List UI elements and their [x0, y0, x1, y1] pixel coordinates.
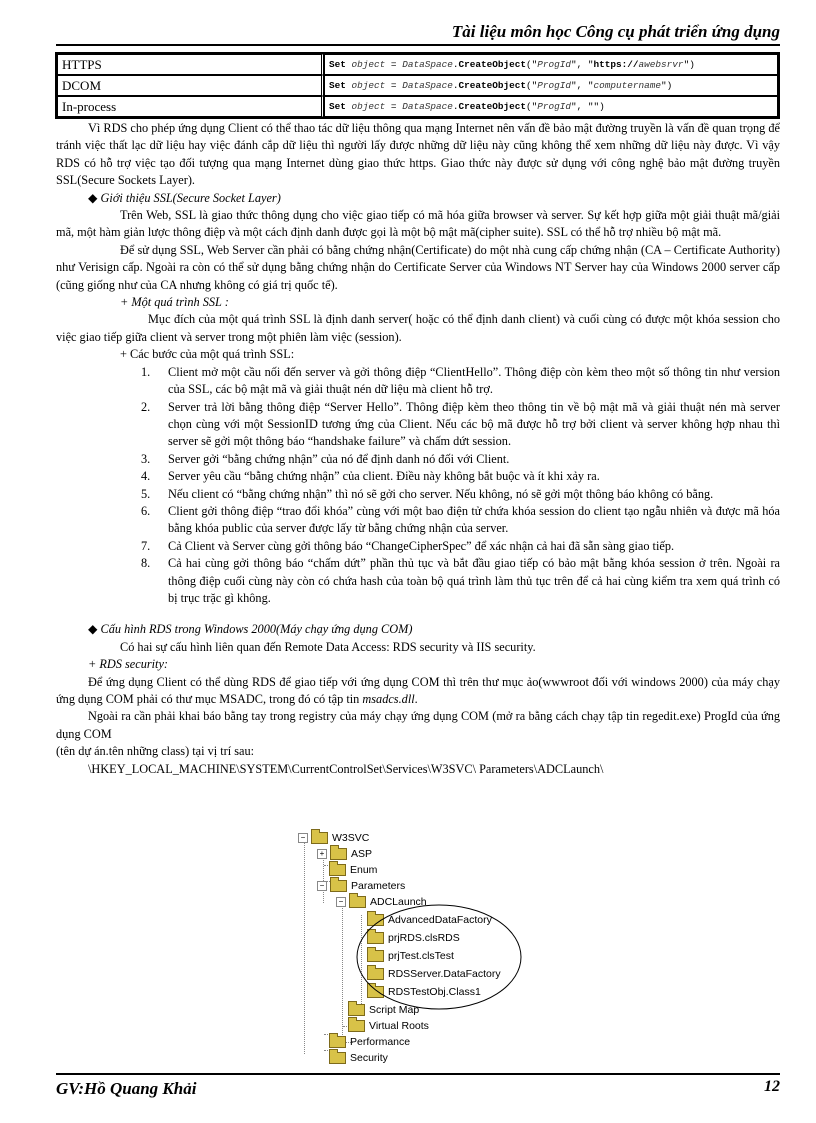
section-heading: ◆ Cấu hình RDS trong Windows 2000(Máy chạy ứng dụng COM): [88, 622, 413, 637]
list-item: 1. Client mở một cầu nối đến server và gởi thông điệp “ClientHello”. Thông điệp còn kèm theo một số thông tin như version của SSL, các bộ mật mã và giải thuật nén dữ liệu mà client hỗ trợ.: [141, 364, 780, 397]
registry-path: \HKEY_LOCAL_MACHINE\SYSTEM\CurrentControlSet\Services\W3SVC\ Parameters\ADCLaunch\: [88, 761, 604, 776]
list-item: 6. Client gởi thông điệp “trao đổi khóa” cùng với một bao điện tử chứa khóa session do client tạo ngẫu nhiên và được mã hóa bằng khóa public của server được lấy từ bằng chứng nhận của server.: [141, 503, 780, 536]
paragraph: Trên Web, SSL là giao thức thông dụng cho việc giao tiếp có mã hóa giữa browser và server. Sự kết hợp giữa một giải thuật mã/giải mã, một hàm giản lược thông điệp và một cách định danh được gọi là một bộ mật mã(cipher suite). SSL có thể hỗ trợ nhiều bộ mật mã.: [56, 208, 780, 240]
tree-node-w3svc[interactable]: − W3SVC: [298, 831, 369, 845]
expand-icon: +: [317, 849, 327, 859]
header-rule: [56, 44, 780, 46]
ssl-steps-list: [56, 364, 780, 608]
table-row: [57, 75, 778, 96]
tree-node-script-map[interactable]: Script Map: [348, 1003, 419, 1017]
paragraph: Mục đích của một quá trình SSL là định danh server( hoặc có thể định danh client) và cuối cùng có được một khóa session cho việc giao tiếp giữa client và server trong một phiên làm việc (session).: [56, 312, 780, 344]
list-item: 2. Server trả lời bằng thông điệp “Server Hello”. Thông điệp kèm theo thông tin về bộ mật mã và giải thuật nén mà server chọn cùng với một SessionID tương ứng của Client. Nếu các bộ mã được hỗ trợ bởi client và server không hợp nhau thì server sẽ gởi một thông báo “handshake failure” và chấm dứt session.: [141, 399, 780, 449]
tree-node-performance[interactable]: Performance: [329, 1035, 410, 1049]
list-item: 3. Server gởi “bằng chứng nhận” của nó để định danh nó đối với Client.: [141, 451, 510, 466]
paragraph: Ngoài ra cần phải khai báo bằng tay trong registry của máy chạy ứng dụng COM (mở ra bằng cách chạy tập tin regedit.exe) ProgId của ứng dụng COM: [56, 709, 780, 741]
tree-node-security[interactable]: Security: [329, 1051, 388, 1065]
subsection-heading: + Một quá trình SSL :: [120, 295, 229, 310]
collapse-icon: −: [298, 833, 308, 843]
paragraph: Để ứng dụng Client có thể dùng RDS để giao tiếp với ứng dụng COM thì trên thư mục ảo(wwwroot đối với windows 2000) của máy chạy ứng dụng COM phải có thư mục MSADC, trong đó có tập tin msadcs.dll.: [56, 674, 780, 706]
collapse-icon: −: [336, 897, 346, 907]
page-number: 12: [764, 1078, 780, 1095]
list-item: 7. Cả Client và Server cùng gởi thông báo “ChangeCipherSpec” để xác nhận cả hai đã sẵn sàng giao tiếp.: [141, 538, 675, 553]
subsection-heading: + Các bước của một quá trình SSL:: [120, 347, 295, 362]
tree-node-parameters[interactable]: − Parameters: [317, 879, 405, 893]
code-cell: Set object = DataSpace.CreateObject("ProgId", "computername"): [324, 75, 778, 96]
table-row: [57, 54, 778, 75]
list-item: 4. Server yêu cầu “bằng chứng nhận” của client. Điều này không bắt buộc và ít khi xảy ra.: [141, 469, 600, 484]
registry-tree-screenshot: [296, 829, 526, 1067]
tree-node-enum[interactable]: Enum: [329, 863, 377, 877]
highlight-ellipse: [296, 829, 526, 1067]
protocol-cell: HTTPS: [57, 54, 324, 75]
connection-table: [55, 52, 780, 119]
tree-node-child[interactable]: prjTest.clsTest: [367, 949, 454, 963]
tree-node-child[interactable]: RDSServer.DataFactory: [367, 967, 501, 981]
code-cell: Set object = DataSpace.CreateObject("ProgId", ""): [324, 96, 778, 117]
tree-node-virtual-roots[interactable]: Virtual Roots: [348, 1019, 429, 1033]
paragraph: Vì RDS cho phép ứng dụng Client có thể thao tác dữ liệu thông qua mạng Internet nên vấn đề bảo mật đường truyền là vấn đề quan trọng để tránh việc thất lạc dữ liệu hay việc đánh cắp dữ liệu thì người lấy được những dữ liệu này cũng không thể xem những dữ liệu này được. Vì vậy RDS có hỗ trợ việc tạo đối tượng qua mạng Internet dùng giao thức https. Giao thức này được sử dụng với công nghệ bảo mật đường truyền SSL(Secure Sockets Layer).: [56, 121, 780, 188]
collapse-icon: −: [317, 881, 327, 891]
header-title: Tài liệu môn học Công cụ phát triển ứng dụng: [451, 22, 780, 41]
list-item: 5. Nếu client có “bằng chứng nhận” thì nó sẽ gởi cho server. Nếu không, nó sẽ gởi một thông báo không có bằng.: [141, 486, 714, 501]
tree-node-adclaunch[interactable]: − ADCLaunch: [336, 895, 427, 909]
protocol-cell: In-process: [57, 96, 324, 117]
subsection-heading: + RDS security:: [88, 657, 169, 672]
tree-node-asp[interactable]: + ASP: [317, 847, 372, 861]
paragraph: Để sử dụng SSL, Web Server cần phải có bằng chứng nhận(Certificate) do một nhà cung cấp chứng nhận (CA – Certificate Authority) như Verisign cấp. Ngoài ra còn có thể sử dụng bằng chứng nhận do Certificate Server của Windows NT Server hay của Windows 2000 server cấp (cũng giống như của CA nhưng không có giá trị quốc tế).: [56, 242, 780, 292]
paragraph: Có hai sự cấu hình liên quan đến Remote Data Access: RDS security và IIS security.: [120, 639, 536, 654]
tree-node-child[interactable]: AdvancedDataFactory: [367, 913, 492, 927]
tree-node-child[interactable]: RDSTestObj.Class1: [367, 985, 481, 999]
list-item: 8. Cả hai cùng gởi thông báo “chấm dứt” phần thủ tục và bắt đầu giao tiếp có bảo mật bằng khóa session ở trên. Ngoài ra thông điệp cuối cùng này còn có chứa hash của toàn bộ quá trình làm thủ tục trên để cả hai cùng kiểm tra xem quá trình có bị trục trặc gì không.: [141, 556, 780, 605]
footer-rule: [56, 1073, 780, 1075]
paragraph: (tên dự án.tên những class) tại vị trí sau:: [56, 744, 255, 759]
footer-author: GV:Hồ Quang Khải: [56, 1079, 197, 1098]
body-content: [56, 120, 780, 778]
table-row: [57, 96, 778, 117]
section-heading: ◆ Giới thiệu SSL(Secure Socket Layer): [88, 190, 281, 205]
tree-node-child[interactable]: prjRDS.clsRDS: [367, 931, 460, 945]
code-cell: Set object = DataSpace.CreateObject("ProgId", "https://awebsrvr"): [324, 54, 778, 75]
protocol-cell: DCOM: [57, 75, 324, 96]
